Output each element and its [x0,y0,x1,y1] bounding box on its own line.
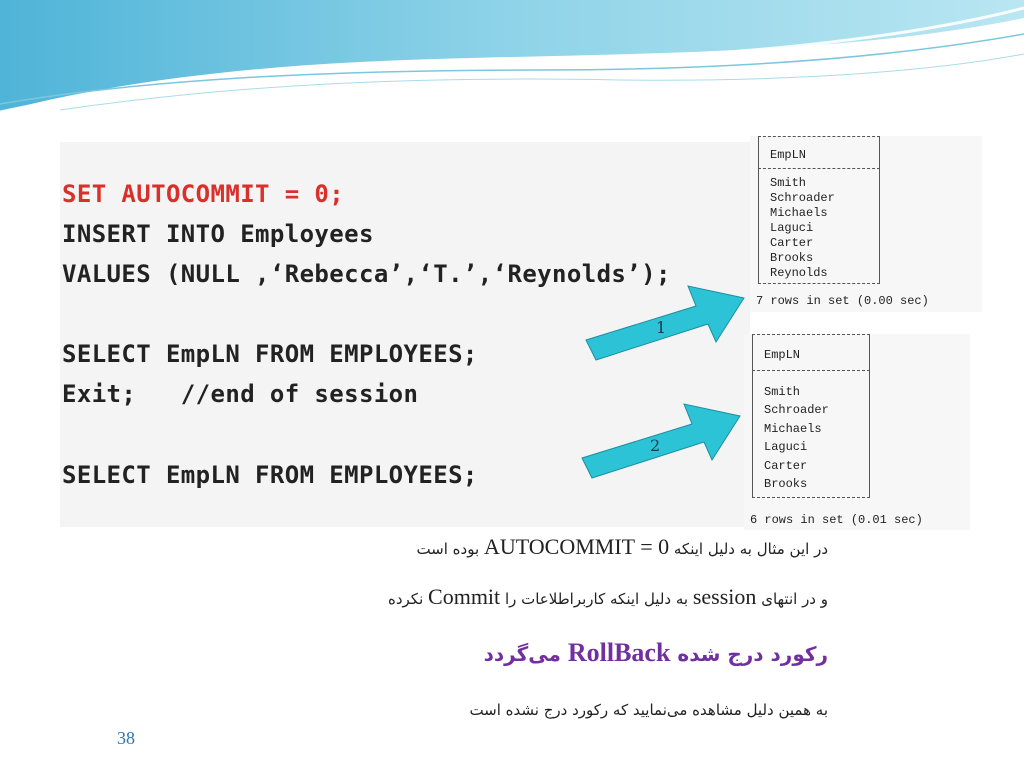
note-2-mid: به دلیل اینکه کاربراطلاعات را [504,590,689,608]
arrow-2-shape [580,398,746,484]
result-1-row: Schroader [770,191,835,205]
query-result-1 [750,136,982,312]
note-line-3-highlight [484,638,828,668]
code-line-insert: INSERT INTO Employees [62,220,374,248]
arrow-2-label: 2 [650,436,661,455]
arrow-1-label: 1 [656,318,667,337]
code-line-select-2: SELECT EmpLN FROM EMPLOYEES; [62,461,478,489]
note-line-4: به همین دلیل مشاهده می‌نمایید که رکورد درج نشده است [469,701,828,719]
result-2-footer: 6 rows in set (0.01 sec) [750,513,923,527]
header-wave-decoration [0,0,1024,120]
code-line-values: VALUES (NULL ,‘Rebecca’,‘T.’,‘Reynolds’); [62,260,671,288]
result-1-row: Laguci [770,221,814,235]
code-line-exit: Exit; //end of session [62,380,419,408]
note-line-1 [416,534,828,560]
note-1-pre: در این مثال به دلیل اینکه [673,540,828,558]
note-1-code: AUTOCOMMIT = 0 [483,534,670,559]
arrow-1 [584,280,750,366]
result-2-row: Carter [764,459,808,473]
result-1-row: Michaels [770,206,828,220]
arrow-1-shape [584,280,750,366]
result-2-row: Laguci [764,440,808,454]
result-1-footer: 7 rows in set (0.00 sec) [756,294,929,308]
note-3-code-rollback: RollBack [567,638,671,667]
note-2-pre: و در انتهای [761,590,828,608]
result-1-row: Reynolds [770,266,828,280]
result-2-row: Brooks [764,477,808,491]
result-1-header-divider [758,168,880,169]
note-3-post: می‌گردد [483,642,561,666]
note-1-post: بوده است [416,540,480,558]
note-2-code-commit: Commit [428,584,501,609]
result-1-row: Brooks [770,251,814,265]
result-1-row: Smith [770,176,807,190]
note-3-pre: رکورد درج شده [677,642,828,666]
result-2-header: EmpLN [764,348,801,362]
result-2-row: Smith [764,385,801,399]
page-number: 38 [117,728,135,748]
query-result-2 [744,334,970,530]
result-1-header: EmpLN [770,148,807,162]
note-2-post: نکرده [387,590,424,608]
code-line-select-1: SELECT EmpLN FROM EMPLOYEES; [62,340,478,368]
note-line-2 [388,584,828,610]
note-2-code-session: session [692,584,757,609]
result-1-row: Carter [770,236,814,250]
code-line-set-autocommit: SET AUTOCOMMIT = 0; [62,180,345,208]
result-2-row: Michaels [764,422,822,436]
result-2-row: Schroader [764,403,829,417]
result-2-header-divider [752,370,870,371]
arrow-2 [580,398,746,484]
